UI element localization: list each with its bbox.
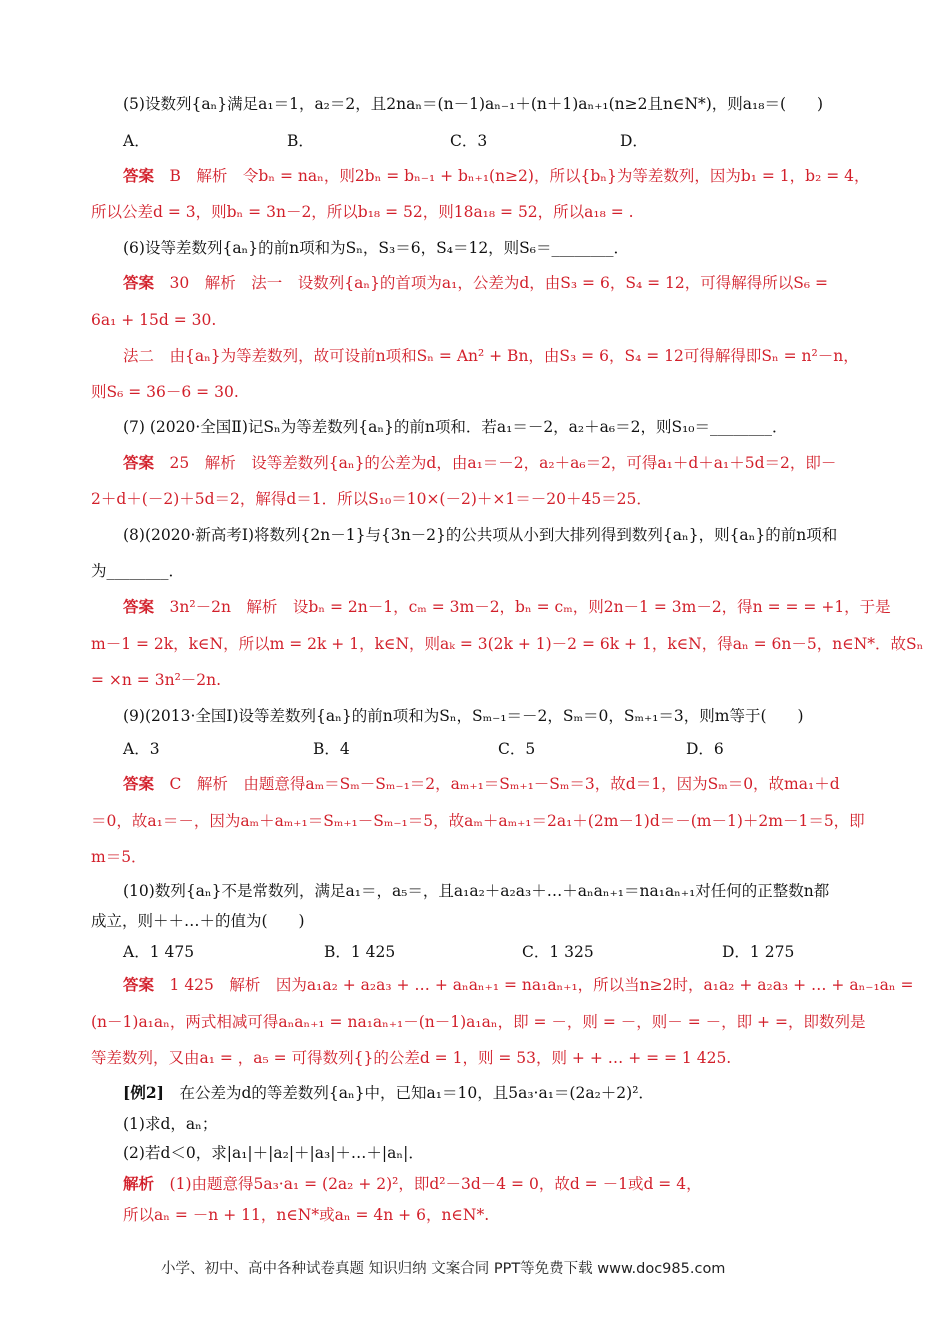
answer-10-line3: 等差数列，又由a₁ = ，a₅ = 可得数列{}的公差d = 1，则 = 53，则 + + … + = = 1 425.: [91, 1049, 732, 1067]
option-d: D．: [620, 132, 648, 150]
answer-9-line: [123, 773, 840, 795]
answer-label: 答案: [123, 453, 155, 472]
answer-9-line2: ＝0，故a₁＝－，因为aₘ＋aₘ₊₁＝Sₘ₊₁－Sₘ₋₁＝5，故aₘ＋aₘ₊₁＝2a₁＋(2m－1)d＝－(m－1)＋2m－1＝5，即: [91, 812, 865, 830]
solution-text: (1)由题意得5a₃·a₁ = (2a₂ + 2)²，即d²－3d－4 = 0，故d = －1或d = 4，: [169, 1175, 702, 1193]
answer-8-line2: m－1 = 2k，k∈N，所以m = 2k + 1，k∈N，则aₖ = 3(2k + 1)－2 = 6k + 1，k∈N，得aₙ = 6n－5，n∈N*．故Sₙ: [91, 635, 924, 653]
page-footer: 小学、初中、高中各种试卷真题 知识归纳 文案合同 PPT等免费下载 www.doc985.com: [161, 1261, 726, 1277]
question-5: (5)设数列{aₙ}满足a₁＝1，a₂＝2，且2naₙ＝(n－1)aₙ₋₁＋(n＋1)aₙ₊₁(n≥2且n∈N*)，则a₁₈＝( ): [123, 95, 824, 113]
answer-7-line2: 2＋d＋(－2)＋5d＝2，解得d＝1．所以S₁₀＝10×(－2)＋×1＝－20＋45＝25．: [91, 490, 652, 508]
option-a: A．1 475: [123, 943, 195, 961]
question-7: (7) (2020·全国Ⅱ)记Sₙ为等差数列{aₙ}的前n项和．若a₁＝－2，a₂＋a₆＝2，则S₁₀＝________．: [123, 418, 788, 436]
answer-text: 3n²－2n 解析 设bₙ = 2n－1，cₘ = 3m－2，bₙ = cₘ，则2n－1 = 3m－2，得n = = = +1，于是: [169, 598, 891, 616]
answer-5-line: [123, 165, 870, 187]
answer-6-line2: 6a₁ + 15d = 30.: [91, 311, 217, 329]
answer-text: 1 425 解析 因为a₁a₂ + a₂a₃ + … + aₙaₙ₊₁ = na₁aₙ₊₁，所以当n≥2时，a₁a₂ + a₂a₃ + … + aₙ₋₁aₙ =: [169, 976, 914, 994]
answer-6-line: [123, 272, 828, 294]
answer-label: 答案: [123, 273, 155, 292]
answer-6-line3: 法二 由{aₙ}为等差数列，故可设前n项和Sₙ = An² + Bn，由S₃ = 6，S₄ = 12可得解得即Sₙ = n²－n，: [123, 347, 859, 365]
option-c: C．3: [450, 132, 488, 150]
answer-text: 30 解析 法一 设数列{aₙ}的首项为a₁，公差为d，由S₃ = 6，S₄ = 12，可得解得所以S₆ =: [169, 274, 828, 292]
question-10-line2: 成立，则＋＋…＋的值为( ): [91, 912, 305, 930]
option-d: D．6: [686, 740, 724, 758]
answer-label: 答案: [123, 166, 155, 185]
question-8: (8)(2020·新高考Ⅰ)将数列{2n－1}与{3n－2}的公共项从小到大排列得到数列{aₙ}，则{aₙ}的前n项和: [123, 526, 838, 544]
answer-label: 答案: [123, 597, 155, 616]
solution-line1: [123, 1173, 702, 1195]
example-2-sub2: (2)若d＜0，求|a₁|＋|a₂|＋|a₃|＋…＋|aₙ|．: [123, 1144, 424, 1162]
answer-5-line2: 所以公差d = 3，则bₙ = 3n－2，所以b₁₈ = 52，则18a₁₈ = 52，所以a₁₈ = .: [91, 203, 634, 221]
answer-8-line3: = ×n = 3n²－2n.: [91, 671, 222, 689]
question-6: (6)设等差数列{aₙ}的前n项和为Sₙ，S₃＝6，S₄＝12，则S₆＝________．: [123, 239, 630, 257]
option-b: B．4: [313, 740, 350, 758]
answer-8-line: [123, 596, 891, 618]
example-text: 在公差为d的等差数列{aₙ}中，已知a₁＝10，且5a₃·a₁＝(2a₂＋2)²．: [179, 1084, 654, 1102]
option-d: D．1 275: [722, 943, 795, 961]
answer-text: 25 解析 设等差数列{aₙ}的公差为d，由a₁＝－2，a₂＋a₆＝2，可得a₁＋d＋a₁＋5d＝2，即－: [169, 454, 837, 472]
option-b: B．1 425: [324, 943, 396, 961]
answer-6-line4: 则S₆ = 36－6 = 30.: [91, 383, 239, 401]
option-c: C．5: [498, 740, 536, 758]
answer-10-line: [123, 974, 914, 996]
option-b: B．: [287, 132, 314, 150]
option-a: A．: [123, 132, 150, 150]
example-2-question: [123, 1082, 654, 1104]
answer-text: C 解析 由题意得aₘ＝Sₘ－Sₘ₋₁＝2，aₘ₊₁＝Sₘ₊₁－Sₘ＝3，故d＝1，因为Sₘ＝0，故ma₁＋d: [169, 775, 840, 793]
question-10: (10)数列{aₙ}不是常数列，满足a₁＝，a₅＝，且a₁a₂＋a₂a₃＋…＋aₙaₙ₊₁＝na₁aₙ₊₁对任何的正整数n都: [123, 882, 830, 900]
answer-text: B 解析 令bₙ = naₙ，则2bₙ = bₙ₋₁ + bₙ₊₁(n≥2)，所以{bₙ}为等差数列，因为b₁ = 1，b₂ = 4，: [169, 167, 870, 185]
example-2-sub1: (1)求d，aₙ；: [123, 1115, 218, 1133]
answer-7-line: [123, 452, 836, 474]
option-c: C．1 325: [522, 943, 594, 961]
solution-line2: 所以aₙ = －n + 11，n∈N*或aₙ = 4n + 6，n∈N*.: [123, 1206, 490, 1224]
option-a: A．3: [123, 740, 160, 758]
question-9: (9)(2013·全国Ⅰ)设等差数列{aₙ}的前n项和为Sₙ，Sₘ₋₁＝－2，Sₘ＝0，Sₘ₊₁＝3，则m等于( ): [123, 707, 804, 725]
answer-10-line2: (n－1)a₁aₙ，两式相减可得aₙaₙ₊₁ = na₁aₙ₊₁－(n－1)a₁aₙ，即 = －，则 = －，则－ = －，即 + =，即数列是: [91, 1013, 866, 1031]
answer-label: 答案: [123, 975, 155, 994]
question-8-line2: 为________．: [91, 562, 185, 580]
example-label: [例2]: [123, 1083, 164, 1102]
answer-9-line3: m＝5．: [91, 848, 147, 866]
solution-label: 解析: [123, 1174, 155, 1193]
answer-label: 答案: [123, 774, 155, 793]
